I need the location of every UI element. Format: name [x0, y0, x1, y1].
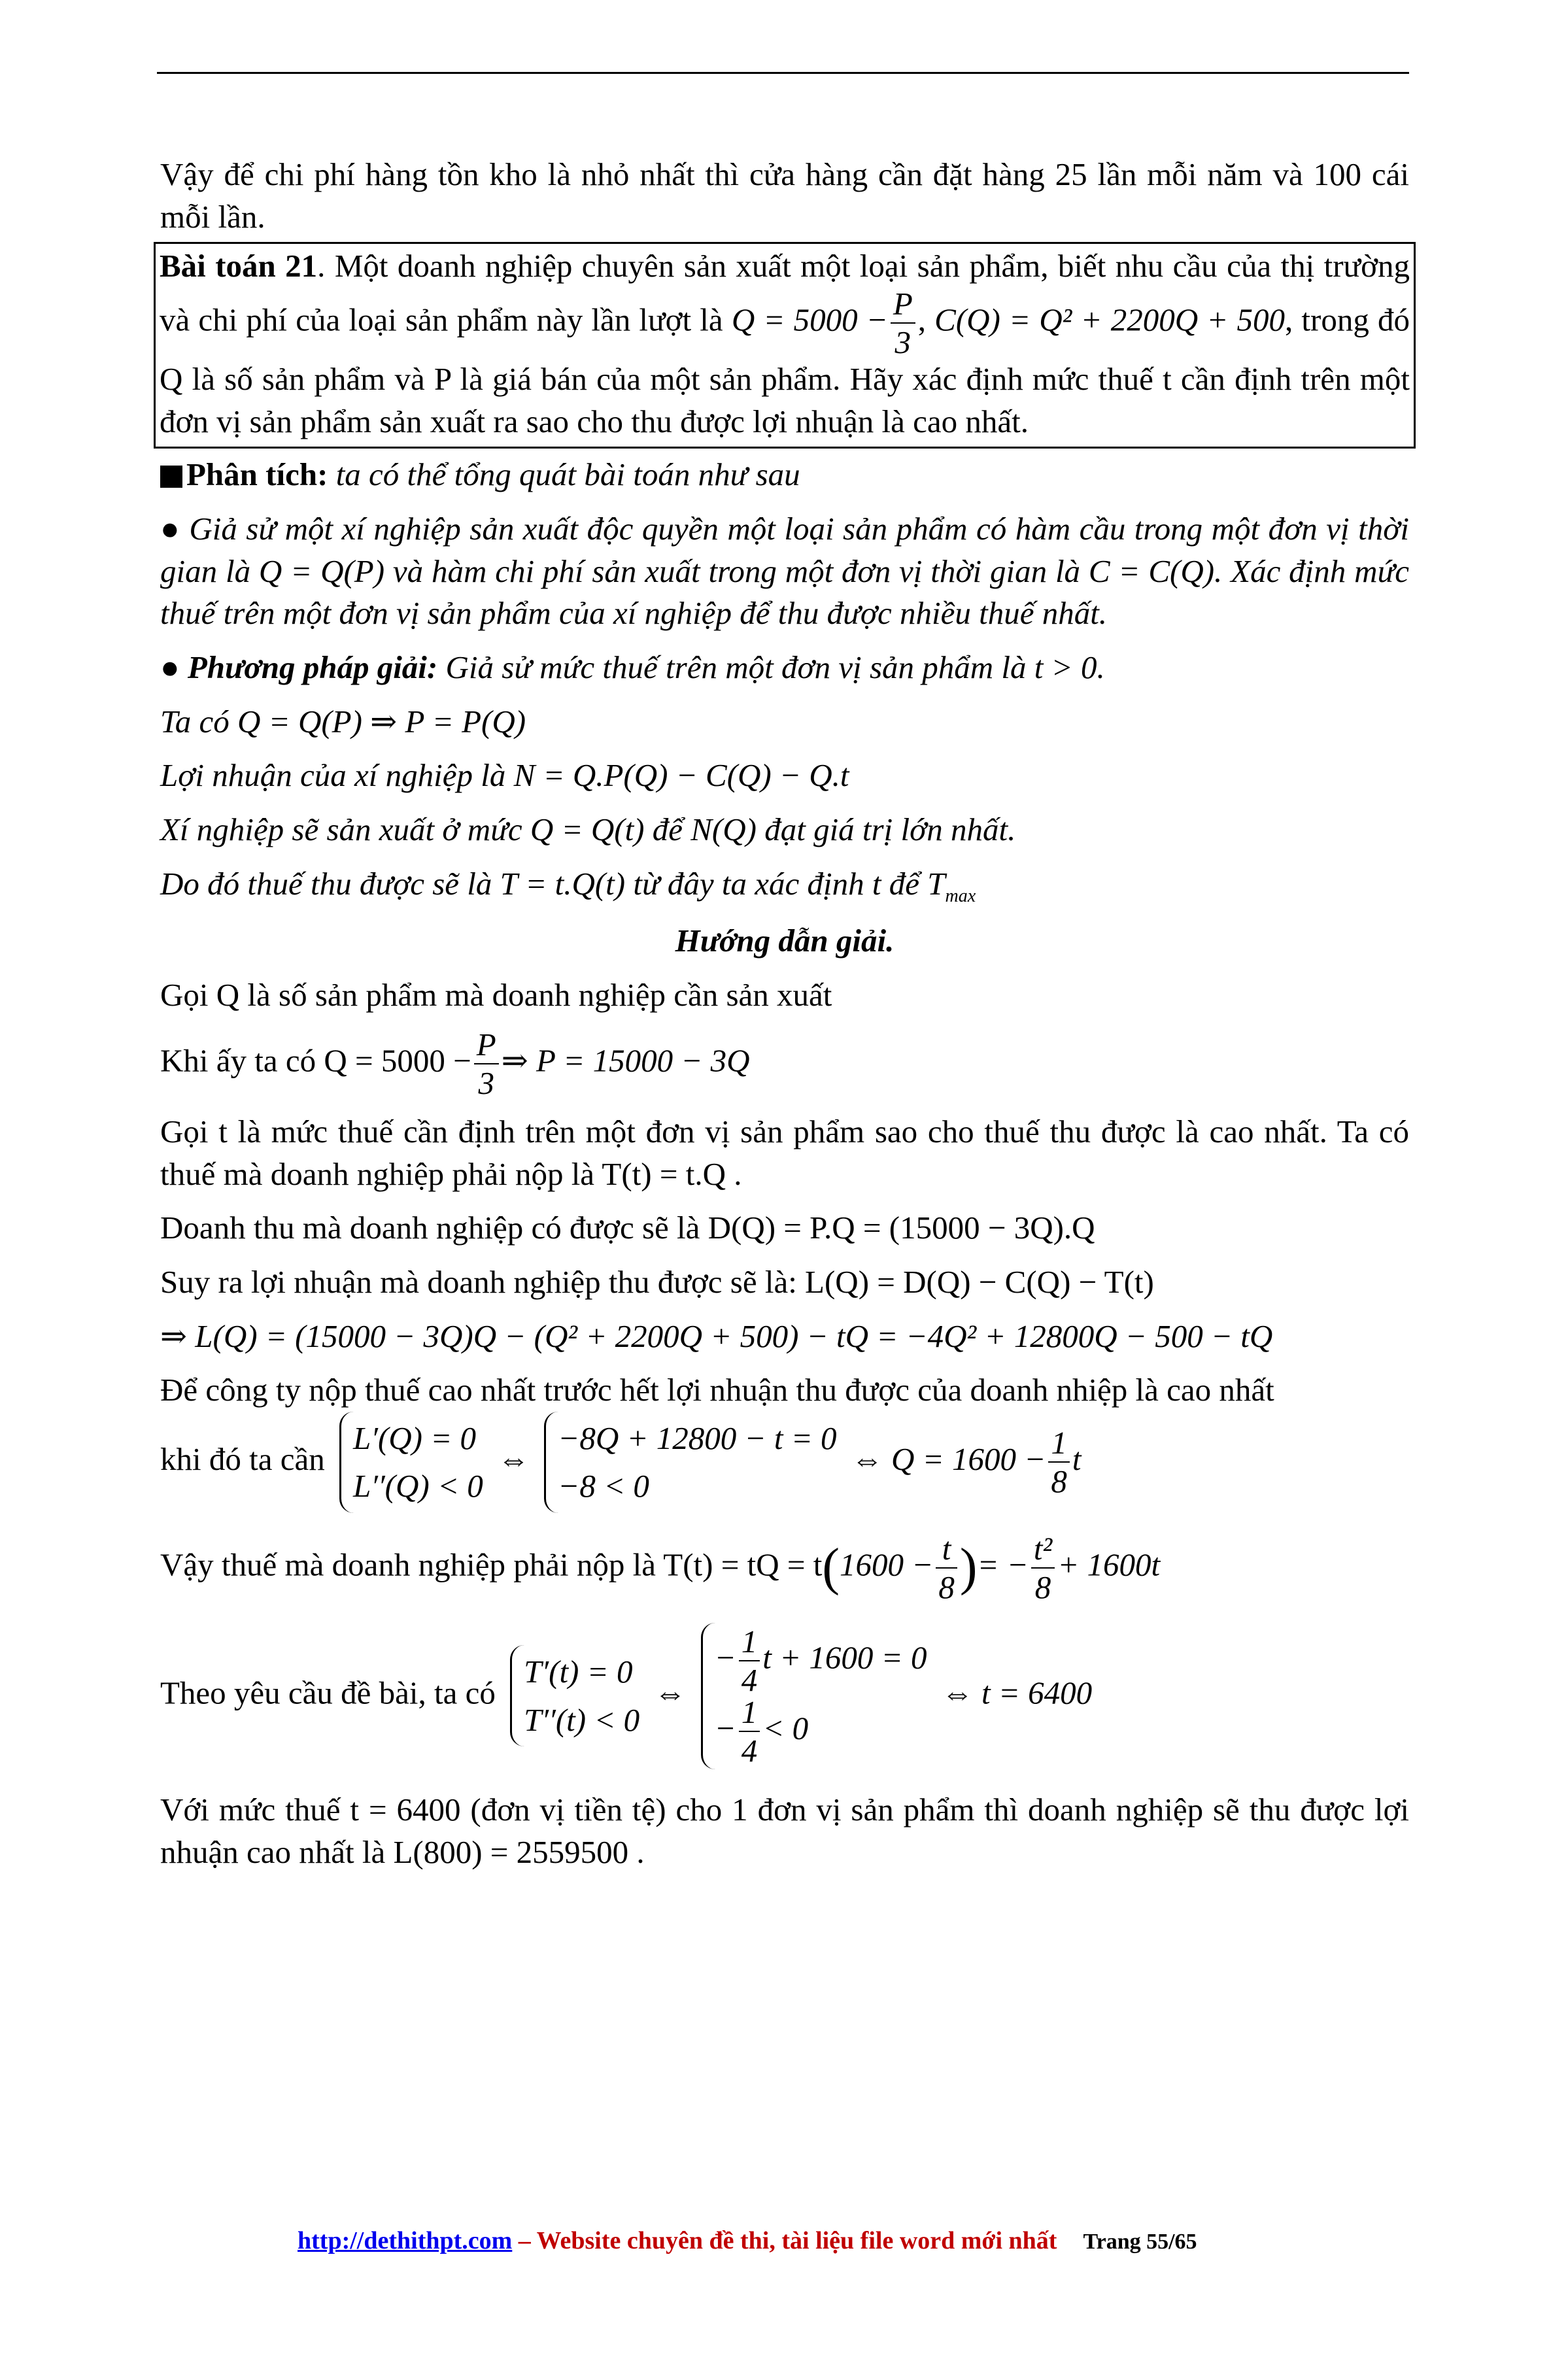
- bullet-dot-icon: ●: [160, 649, 180, 686]
- system-4: [701, 1623, 927, 1769]
- solution-heading-text: Hướng dẫn giải.: [675, 923, 895, 959]
- problem-fraction: [891, 286, 915, 361]
- system-4-row-2: [714, 1693, 927, 1769]
- step-9-fraction-2: [1031, 1530, 1055, 1605]
- step-9-inner: 1600 −: [840, 1546, 934, 1583]
- paren-close: ): [959, 1538, 978, 1597]
- solution-step-6: ⇒ L(Q) = (15000 − 3Q)Q − (Q² + 2200Q + 500) − tQ = −4Q² + 12800Q − 500 − tQ: [160, 1318, 1273, 1354]
- method-line-2: Lợi nhuận của xí nghiệp là N = Q.P(Q) − C(Q) − Q.t: [160, 757, 849, 794]
- problem-box: Bài toán 21. Một doanh nghiệp chuyên sản xuất một loại sản phẩm, biết nhu cầu của thị trường và chi phí của loại sản phẩm này lần lượt là Q = 5000 − $\frac{P}{3}$ , C(Q) = Q² + 2200Q + 500, trong đó Q là số sản phẩm và P là giá bán của một sản phẩm. Hãy xác định mức thuế t cần định trên một đơn vị sản phẩm sản xuất ra sao cho thu được lợi nhuận là cao nhất.: [154, 242, 1416, 449]
- fraction-denominator: 3: [478, 1064, 494, 1101]
- footer-link[interactable]: http://dethithpt.com: [298, 2227, 513, 2254]
- system-3-row-1: T′(t) = 0: [524, 1654, 633, 1690]
- problem-label: Bài toán 21: [160, 248, 318, 284]
- method-line-1: Ta có Q = Q(P) ⇒ P = P(Q): [160, 703, 526, 740]
- solution-step-11: Với mức thuế t = 6400 (đơn vị tiền tệ) cho 1 đơn vị sản phẩm thì doanh nghiệp sẽ thu được lợi nhuận cao nhất là L(800) = 2559500 .: [160, 1791, 1409, 1870]
- step-8-intro: khi đó ta cần: [160, 1440, 325, 1477]
- method-line-4: [160, 863, 1409, 909]
- fraction-numerator: P: [474, 1028, 499, 1064]
- step-2-right: ⇒ P = 15000 − 3Q: [501, 1042, 750, 1079]
- problem-eq-q: Q = 5000 −: [731, 301, 888, 338]
- method-line-4-text: Do đó thuế thu được sẽ là T = t.Q(t) từ đây ta xác định t để T: [160, 865, 946, 902]
- solution-step-5: Suy ra lợi nhuận mà doanh nghiệp thu được sẽ là: L(Q) = D(Q) − C(Q) − T(t): [160, 1263, 1154, 1300]
- step-8-result: ⇔ Q = 1600 −: [851, 1440, 1046, 1477]
- previous-conclusion: Vậy để chi phí hàng tồn kho là nhỏ nhất thì cửa hàng cần đặt hàng 25 lần mỗi năm và 100 cái mỗi lần.: [160, 156, 1409, 235]
- solution-step-4: Doanh thu mà doanh nghiệp có được sẽ là D(Q) = P.Q = (15000 − 3Q).Q: [160, 1210, 1095, 1246]
- equivalence-symbol: ⇔: [498, 1440, 530, 1477]
- problem-eq-c: C(Q) = Q² + 2200Q + 500: [934, 301, 1285, 338]
- system-1-row-1: L′(Q) = 0: [352, 1420, 477, 1456]
- system-2-row-1: −8Q + 12800 − t = 0: [558, 1420, 837, 1456]
- fraction-denominator: 4: [741, 1661, 758, 1698]
- footer-tagline: – Website chuyên đề thi, tài liệu file word mới nhất: [512, 2227, 1057, 2254]
- solution-step-2: [160, 1028, 1409, 1099]
- page-number: Trang 55/65: [1083, 2230, 1197, 2254]
- paren-open: (: [822, 1538, 840, 1597]
- fraction-numerator: P: [891, 288, 915, 324]
- page-content: [160, 154, 1409, 1873]
- step-9-end: + 1600t: [1057, 1546, 1161, 1583]
- step-8-fraction: [1048, 1425, 1070, 1500]
- fraction-numerator: t²: [1031, 1533, 1055, 1569]
- system-1: [339, 1412, 483, 1513]
- square-bullet-icon: [160, 466, 182, 488]
- solution-step-9: [160, 1530, 1409, 1605]
- analysis-intro: ta có thể tổng quát bài toán như sau: [335, 456, 800, 493]
- problem-text-1: . Một doanh nghiệp chuyên sản xuất một loại sản phẩm, biết nhu cầu của thị trường và chi phí của loại sản phẩm này lần lượt là: [160, 248, 1410, 338]
- step-9-fraction-1: [936, 1530, 957, 1605]
- solution-step-7: Để công ty nộp thuế cao nhất trước hết lợi nhuận thu được của doanh nhiệp là cao nhất: [160, 1372, 1274, 1408]
- fraction-denominator: 3: [895, 324, 912, 361]
- solution-step-8: [160, 1412, 1409, 1513]
- step-10-result: ⇔ t = 6400: [941, 1674, 1093, 1711]
- max-subscript: max: [945, 885, 976, 906]
- step-8-variable: t: [1072, 1440, 1082, 1477]
- step-2-fraction: [474, 1028, 499, 1099]
- method-text: Giả sử mức thuế trên một đơn vị sản phẩm là t > 0.: [445, 649, 1105, 686]
- system-4-row-1: [715, 1625, 927, 1696]
- row-1-rest: t + 1600 = 0: [762, 1639, 927, 1676]
- fraction-numerator: 1: [739, 1696, 760, 1732]
- fraction-numerator: 1: [739, 1625, 760, 1661]
- fraction-numerator: 1: [1048, 1427, 1070, 1463]
- step-9-left: Vậy thuế mà doanh nghiệp phải nộp là T(t) = tQ = t: [160, 1546, 823, 1583]
- system-4-fraction-2: [739, 1693, 760, 1769]
- method-line-3: Xí nghiệp sẽ sản xuất ở mức Q = Q(t) để N(Q) đạt giá trị lớn nhất.: [160, 811, 1016, 848]
- fraction-denominator: 8: [938, 1569, 955, 1605]
- solution-step-3: Gọi t là mức thuế cần định trên một đơn vị sản phẩm sao cho thuế thu được là cao nhất. Ta có thuế mà doanh nghiệp phải nộp là T(t) = t.Q .: [160, 1113, 1409, 1192]
- solution-step-1: Gọi Q là số sản phẩm mà doanh nghiệp cần sản xuất: [160, 977, 832, 1013]
- minus-sign: −: [714, 1710, 736, 1746]
- system-2-row-2: −8 < 0: [558, 1468, 649, 1504]
- method-label: Phương pháp giải:: [187, 649, 438, 686]
- method-line: [160, 647, 1409, 689]
- bullet-1-text: Giả sử một xí nghiệp sản xuất độc quyền một loại sản phẩm có hàm cầu trong một đơn vị thời gian là Q = Q(P) và hàm chi phí sản xuất trong một đơn vị thời gian là C = C(Q). Xác định mức thuế trên một đơn vị sản phẩm của xí nghiệp để thu được nhiều thuế nhất.: [160, 511, 1409, 632]
- analysis-bullet-1: [160, 508, 1409, 635]
- row-2-rest: < 0: [762, 1710, 809, 1746]
- step-2-left: Khi ấy ta có Q = 5000 −: [160, 1042, 471, 1079]
- solution-step-10: [160, 1623, 1409, 1769]
- step-9-mid: = −: [977, 1546, 1029, 1583]
- system-1-row-2: L′′(Q) < 0: [352, 1468, 483, 1504]
- page-footer: [298, 2226, 1197, 2255]
- analysis-label: Phân tích:: [186, 456, 328, 493]
- fraction-denominator: 8: [1034, 1569, 1051, 1605]
- equivalence-symbol: ⇔: [654, 1674, 687, 1711]
- header-rule: [157, 72, 1409, 74]
- problem-text-2: , trong đó Q là số sản phẩm và P là giá bán của một sản phẩm. Hãy xác định mức thuế t cần định trên một đơn vị sản phẩm sản xuất ra sao cho thu được lợi nhuận là cao nhất.: [160, 301, 1410, 439]
- step-10-intro: Theo yêu cầu đề bài, ta có: [160, 1674, 496, 1711]
- system-2: [544, 1412, 836, 1513]
- system-3-row-2: T′′(t) < 0: [524, 1701, 640, 1738]
- system-3: [510, 1645, 639, 1746]
- analysis-heading: [160, 454, 1409, 496]
- minus-sign: −: [714, 1639, 736, 1676]
- solution-heading: [160, 920, 1409, 962]
- system-4-fraction-1: [739, 1625, 760, 1696]
- fraction-numerator: t: [936, 1533, 957, 1569]
- fraction-denominator: 4: [741, 1732, 758, 1769]
- fraction-denominator: 8: [1051, 1463, 1067, 1500]
- bullet-dot-icon: ●: [160, 511, 180, 547]
